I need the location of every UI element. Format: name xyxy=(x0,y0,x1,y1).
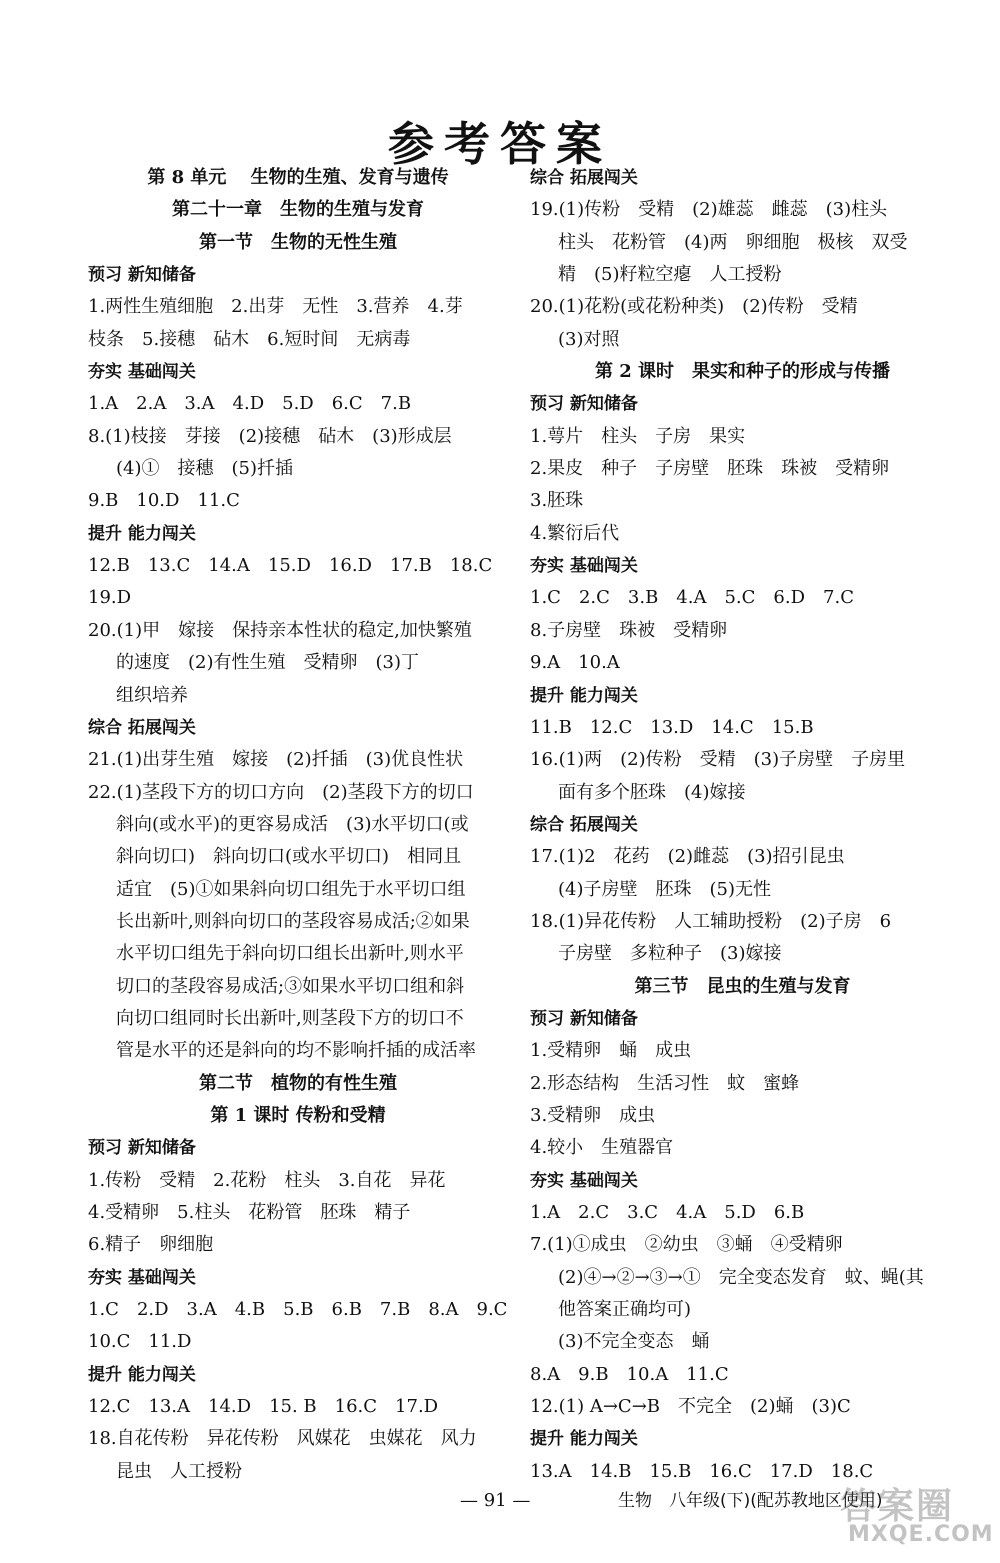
answer-line: 8.子房壁 珠被 受精卵 xyxy=(530,619,728,641)
answer-line: 11.B 12.C 13.D 14.C 15.B xyxy=(530,716,814,738)
answer-line: 12.(1) A→C→B 不完全 (2)蛹 (3)C xyxy=(530,1396,851,1418)
answer-line: 的速度 (2)有性生殖 受精卵 (3)丁 xyxy=(116,652,419,674)
subsection-label: 提升 能力闯关 xyxy=(530,685,638,706)
answer-line: 2.果皮 种子 子房壁 胚珠 珠被 受精卵 xyxy=(530,458,890,480)
subsection-label: 夯实 基础闯关 xyxy=(530,1170,638,1191)
answer-line: (2)④→②→③→① 完全变态发育 蚊、蝇(其 xyxy=(558,1266,924,1288)
subsection-label: 预习 新知储备 xyxy=(530,394,638,415)
answer-line: 8.A 9.B 10.A 11.C xyxy=(530,1363,729,1385)
answer-line: 3.胚珠 xyxy=(530,490,584,512)
answer-line: 1.萼片 柱头 子房 果实 xyxy=(530,425,746,447)
answer-line: 面有多个胚珠 (4)嫁接 xyxy=(558,781,746,803)
answer-line: 切口的茎段容易成活;③如果水平切口组和斜 xyxy=(116,975,465,997)
answer-line: 枝条 5.接穗 砧木 6.短时间 无病毒 xyxy=(88,328,411,350)
answer-line: 适宜 (5)①如果斜向切口组先于水平切口组 xyxy=(116,878,466,900)
answer-line: 21.(1)出芽生殖 嫁接 (2)扦插 (3)优良性状 xyxy=(88,749,464,771)
answer-line: (3)不完全变态 蛹 xyxy=(558,1331,710,1353)
answer-line: 19.D xyxy=(88,587,132,609)
subsection-label: 提升 能力闯关 xyxy=(88,1364,196,1385)
subsection-label: 夯实 基础闯关 xyxy=(88,1267,196,1288)
answer-line: 10.C 11.D xyxy=(88,1331,192,1353)
answer-line: 17.(1)2 花药 (2)雌蕊 (3)招引昆虫 xyxy=(530,846,845,868)
answer-line: 6.精子 卵细胞 xyxy=(88,1234,214,1256)
answer-line: 精 (5)籽粒空瘪 人工授粉 xyxy=(558,264,782,286)
answer-line: 1.两性生殖细胞 2.出芽 无性 3.营养 4.芽 xyxy=(88,296,463,318)
section-heading: 第 8 单元 生物的生殖、发育与遗传 xyxy=(147,167,449,188)
left-column xyxy=(88,162,508,1488)
answer-line: 斜向切口) 斜向切口(或水平切口) 相同且 xyxy=(116,846,462,868)
section-heading: 第三节 昆虫的生殖与发育 xyxy=(634,975,851,997)
answer-line: 他答案正确均可) xyxy=(558,1299,692,1321)
answer-line: 3.受精卵 成虫 xyxy=(530,1104,656,1126)
answer-line: 13.A 14.B 15.B 16.C 17.D 18.C xyxy=(530,1460,874,1482)
answer-line: 4.繁衍后代 xyxy=(530,522,620,544)
subsection-label: 夯实 基础闯关 xyxy=(88,362,196,383)
answer-line: 1.受精卵 蛹 成虫 xyxy=(530,1040,692,1062)
subsection-label: 提升 能力闯关 xyxy=(88,523,196,544)
answer-line: 向切口组同时长出新叶,则茎段下方的切口不 xyxy=(116,1007,464,1029)
answer-line: 18.自花传粉 异花传粉 风媒花 虫媒花 风力 xyxy=(88,1428,477,1450)
answer-line: 1.C 2.C 3.B 4.A 5.C 6.D 7.C xyxy=(530,587,854,609)
subsection-label: 夯实 基础闯关 xyxy=(530,556,638,577)
answer-line: 19.(1)传粉 受精 (2)雄蕊 雌蕊 (3)柱头 xyxy=(530,199,888,221)
answer-line: 18.(1)异花传粉 人工辅助授粉 (2)子房 6 xyxy=(530,910,892,932)
subsection-label: 预习 新知储备 xyxy=(530,1008,638,1029)
answer-line: 1.A 2.C 3.C 4.A 5.D 6.B xyxy=(530,1202,805,1223)
answer-line: 12.B 13.C 14.A 15.D 16.D 17.B 18.C xyxy=(88,555,493,577)
answer-line: 1.传粉 受精 2.花粉 柱头 3.自花 异花 xyxy=(88,1169,446,1191)
answer-line: 16.(1)两 (2)传粉 受精 (3)子房壁 子房里 xyxy=(530,749,906,771)
answer-line: 子房壁 多粒种子 (3)嫁接 xyxy=(558,943,782,965)
answer-line: 1.C 2.D 3.A 4.B 5.B 6.B 7.B 8.A 9.C xyxy=(88,1299,508,1321)
page-number: — 91 — xyxy=(460,1490,531,1511)
answer-line: 20.(1)花粉(或花粉种类) (2)传粉 受精 xyxy=(530,296,858,318)
page-title: 参考答案 xyxy=(388,117,612,171)
watermark-logo xyxy=(836,1478,996,1550)
answer-line: 4.受精卵 5.柱头 花粉管 胚珠 精子 xyxy=(88,1202,411,1223)
watermark-sub-text: MXQE.COM xyxy=(848,1522,994,1547)
answer-line: (3)对照 xyxy=(558,328,620,350)
answer-line: 管是水平的还是斜向的均不影响扦插的成活率 xyxy=(116,1040,476,1062)
answer-line: 9.A 10.A xyxy=(530,652,620,674)
answer-line: 7.(1)①成虫 ②幼虫 ③蛹 ④受精卵 xyxy=(530,1234,843,1256)
answer-line: 长出新叶,则斜向切口的茎段容易成活;②如果 xyxy=(116,910,470,932)
section-heading: 第 1 课时 传粉和受精 xyxy=(210,1104,386,1126)
section-heading: 第二节 植物的有性生殖 xyxy=(199,1072,397,1094)
section-heading: 第 2 课时 果实和种子的形成与传播 xyxy=(594,361,891,383)
subsection-label: 综合 拓展闯关 xyxy=(530,814,638,835)
watermark-main-text: 答案圈 xyxy=(840,1486,955,1527)
answer-line: 2.形态结构 生活习性 蚊 蜜蜂 xyxy=(530,1072,800,1094)
right-column xyxy=(530,162,955,1488)
section-heading: 第二十一章 生物的生殖与发育 xyxy=(172,199,424,221)
answer-line: 12.C 13.A 14.D 15. B 16.C 17.D xyxy=(88,1396,439,1418)
answer-line: 组织培养 xyxy=(116,684,188,706)
answer-line: 8.(1)枝接 芽接 (2)接穗 砧木 (3)形成层 xyxy=(88,425,452,447)
book-info: 生物 八年级(下)(配苏教地区使用) xyxy=(618,1491,883,1511)
answer-line: 4.较小 生殖器官 xyxy=(530,1137,674,1159)
subsection-label: 预习 新知储备 xyxy=(88,1138,196,1159)
answer-line: (4)① 接穗 (5)扦插 xyxy=(116,458,293,480)
answer-line: 9.B 10.D 11.C xyxy=(88,490,240,512)
section-heading: 第一节 生物的无性生殖 xyxy=(199,231,397,253)
subsection-label: 综合 拓展闯关 xyxy=(530,168,638,188)
subsection-label: 综合 拓展闯关 xyxy=(88,717,196,738)
answer-line: 柱头 花粉管 (4)两 卵细胞 极核 双受 xyxy=(558,231,908,253)
answer-line: 20.(1)甲 嫁接 保持亲本性状的稳定,加快繁殖 xyxy=(88,619,472,641)
answer-line: (4)子房壁 胚珠 (5)无性 xyxy=(558,878,771,900)
answer-line: 斜向(或水平)的更容易成活 (3)水平切口(或 xyxy=(116,813,469,835)
answer-line: 水平切口组先于斜向切口组长出新叶,则水平 xyxy=(116,943,464,965)
answer-line: 昆虫 人工授粉 xyxy=(116,1460,242,1482)
answer-line: 22.(1)茎段下方的切口方向 (2)茎段下方的切口 xyxy=(88,781,474,803)
subsection-label: 预习 新知储备 xyxy=(88,265,196,286)
subsection-label: 提升 能力闯关 xyxy=(530,1429,638,1450)
answer-line: 1.A 2.A 3.A 4.D 5.D 6.C 7.B xyxy=(88,393,412,415)
